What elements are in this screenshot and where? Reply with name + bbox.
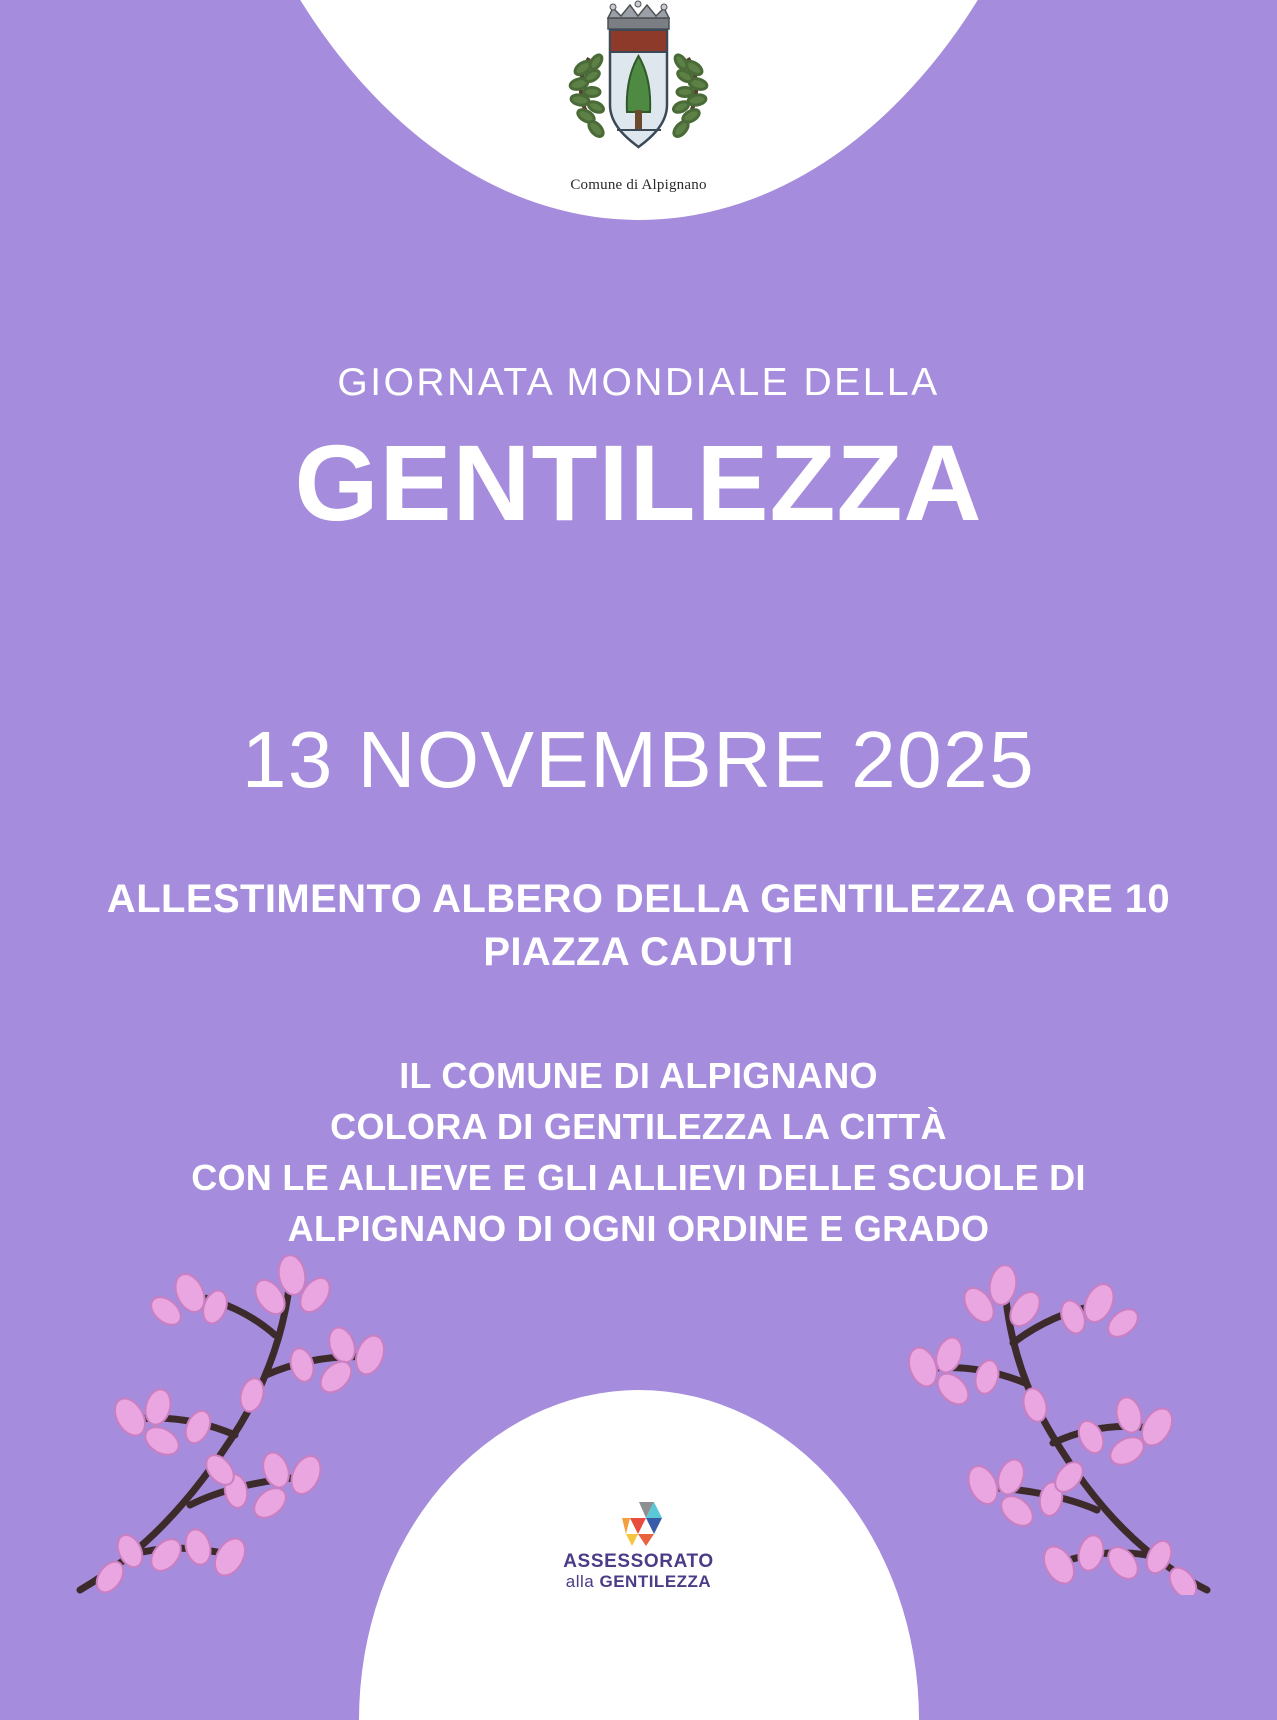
event-details bbox=[0, 873, 1277, 979]
crest-block bbox=[489, 0, 789, 194]
crest-caption: Comune di Alpignano bbox=[570, 177, 707, 193]
event-detail-line: PIAZZA CADUTI bbox=[483, 929, 794, 974]
description-line: CON LE ALLIEVE E GLI ALLIEVI DELLE SCUOLE DI bbox=[191, 1157, 1086, 1199]
coat-of-arms-icon bbox=[551, 0, 726, 175]
description-line: IL COMUNE DI ALPIGNANO bbox=[399, 1055, 878, 1096]
assessorato-line-2-bold: GENTILEZZA bbox=[599, 1572, 712, 1592]
description-line: COLORA DI GENTILEZZA LA CITTÀ bbox=[330, 1106, 947, 1148]
description-line: ALPIGNANO DI OGNI ORDINE E GRADO bbox=[287, 1208, 990, 1250]
event-detail-line: ALLESTIMENTO ALBERO DELLA GENTILEZZA ORE 10 bbox=[106, 877, 1171, 921]
event-description bbox=[0, 1050, 1277, 1254]
poster-kicker: GIORNATA MONDIALE DELLA bbox=[337, 361, 940, 404]
assessorato-gentilezza-logo-icon bbox=[610, 1500, 668, 1548]
assessorato-line-1: ASSESSORATO bbox=[563, 1550, 714, 1572]
event-date: 13 NOVEMBRE 2025 bbox=[241, 715, 1036, 804]
assessorato-line-2 bbox=[489, 1572, 789, 1592]
page-title: GENTILEZZA bbox=[294, 422, 983, 543]
assessorato-line-2-prefix: alla bbox=[565, 1572, 600, 1592]
assessorato-logo-block bbox=[489, 1500, 789, 1592]
